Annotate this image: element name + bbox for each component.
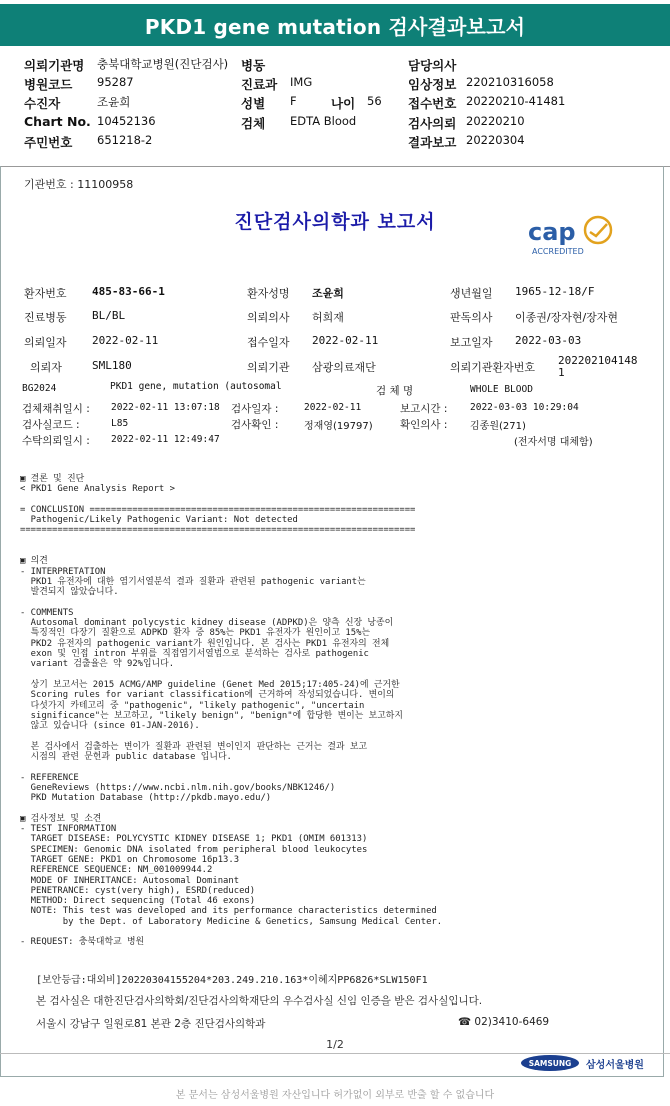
specimen-label: 검 체 명 [376, 385, 414, 397]
cap-logo-sub: ACCREDITED [532, 247, 584, 256]
header-label: 담당의사 [408, 58, 457, 73]
info-label: 생년월일 [450, 287, 493, 300]
header-value: 651218-2 [97, 133, 153, 147]
header-value: 10452136 [97, 114, 156, 128]
samsung-logo [520, 1054, 580, 1072]
header-value: F [290, 94, 297, 108]
header-label: 진료과 [241, 77, 278, 92]
header-value: 20220210 [466, 114, 525, 128]
info-label: 의뢰일자 [24, 336, 67, 349]
header-value: 20220304 [466, 133, 525, 147]
header-label: 병동 [241, 58, 266, 73]
test-value: 2022-03-03 10:29:04 [470, 402, 579, 413]
header-label: Chart No. [24, 114, 91, 129]
test-value: 김종원(271) [470, 421, 526, 432]
header-value: IMG [290, 75, 313, 89]
header-value: 56 [367, 94, 382, 108]
check-icon [590, 224, 607, 236]
info-label: 환자성명 [247, 287, 290, 300]
info-label: 판독의사 [450, 311, 493, 324]
info-value: BL/BL [92, 309, 126, 322]
info-value: 2022-02-11 [92, 334, 159, 347]
info-value: 485-83-66-1 [92, 285, 165, 298]
header-row [0, 94, 670, 114]
info-label: 진료병동 [24, 311, 67, 324]
info-value: 이종권/장자현/장자현 [515, 311, 619, 324]
info-value: 허희재 [312, 311, 344, 324]
institution-number: 기관번호 : 11100958 [24, 178, 134, 191]
test-label: 검체채취일시 : [22, 403, 90, 415]
report-banner [0, 4, 670, 46]
samsung-logo-text: SAMSUNG [528, 1059, 572, 1068]
test-value: 2022-02-11 [304, 402, 362, 413]
test-value: 2022-02-11 12:49:47 [111, 434, 220, 445]
certification-note: 본 검사실은 대한진단검사의학회/진단검사의학재단의 우수검사실 신임 인증을 받은 검사실입니다. [36, 995, 483, 1007]
header-value: 조윤희 [97, 95, 131, 109]
info-value: 1965-12-18/F [515, 285, 595, 298]
info-label: 의뢰의사 [247, 311, 290, 324]
banner-title: PKD1 gene mutation 검사결과보고서 [144, 14, 526, 39]
header-label: 결과보고 [408, 135, 457, 150]
test-value: 정재영(19797) [304, 421, 373, 432]
test-value: L85 [111, 418, 129, 429]
page-number: 1/2 [326, 1038, 344, 1051]
header-label: 나이 [331, 96, 356, 111]
info-value: SML180 [92, 359, 132, 372]
header-label: 검체 [241, 116, 266, 131]
info-value: 2022-02-11 [312, 334, 379, 347]
info-label: 의뢰기관환자번호 [450, 361, 536, 374]
header-label: 수진자 [24, 96, 61, 111]
header-value: 충북대학교병원(진단검사) [97, 57, 229, 71]
info-label: 접수일자 [247, 336, 290, 349]
cap-logo-text: cap [528, 218, 576, 246]
report-title: 진단검사의학과 보고서 [234, 211, 436, 233]
cap-accredited-logo [524, 214, 624, 258]
header-label: 임상정보 [408, 77, 457, 92]
request-header [0, 48, 670, 165]
header-row [0, 56, 670, 76]
header-row [0, 133, 670, 153]
info-value: 202202104148 [558, 354, 638, 367]
lab-phone: ☎ 02)3410-6469 [458, 1016, 550, 1028]
header-label: 성별 [241, 96, 266, 111]
test-name: PKD1 gene, mutation (autosomal [110, 381, 282, 392]
test-label: 확인의사 : [400, 419, 448, 431]
header-value: 20220210-41481 [466, 94, 566, 108]
test-label: 보고시간 : [400, 403, 448, 415]
header-label: 주민번호 [24, 135, 73, 150]
info-value: 2022-03-03 [515, 334, 582, 347]
test-label: 검사확인 : [231, 419, 279, 431]
test-value: 2022-02-11 13:07:18 [111, 402, 220, 413]
header-label: 검사의뢰 [408, 116, 457, 131]
test-label: 검사실코드 : [22, 419, 80, 431]
security-line: [보안등급:대외비]20220304155204*203.249.210.163*이혜지PP6826*SLW150F1 [36, 975, 428, 986]
test-label: 검사일자 : [231, 403, 279, 415]
header-label: 의뢰기관명 [24, 58, 85, 73]
header-row [0, 75, 670, 95]
test-label: 수탁의뢰일시 : [22, 435, 90, 447]
header-value: 220210316058 [466, 75, 554, 89]
report-body: ▣ 결론 및 진단 < PKD1 Gene Analysis Report > = CONCLUSION ============================================================= Pathogenic/Likely Pathogenic Variant: Not detected ========================================================================== ▣ 의견 - INTERPRETATION PKD1 유전자에 대한 염기서열분석 결과 질환과 관련된 pathogenic variant는 발견되지 않았습니다. - COMMENTS Autosomal dominant polycystic kidney disease (ADPKD)은 양측 신장 낭종이 특징적인 다장기 질환으로 ADPKD 환자 중 85%는 PKD1 유전자가 원인이고 15%는 PKD2 유전자의 pathogenic variant가 원인입니다. 본 검사는 PKD1 유전자의 전체 exon 및 인접 intron 부위를 직접염기서열법으로 분석하는 검사로 pathogenic variant 검출율은 약 92%입니다. 상기 보고서는 2015 ACMG/AMP guideline (Genet Med 2015;17:405-24)에 근거한 Scoring rules for variant classification에 근거하여 작성되었습니다. 변이의 다섯가지 카테고리 중 "pathogenic", "likely pathogenic", "uncertain significance"는 보고하고, "likely benign", "benign"에 합당한 변이는 보고하지 않고 있습니다 (since 01-JAN-2016). 본 검사에서 검출하는 변이가 질환과 관련된 변이인지 판단하는 근거는 결과 보고 시점의 관련 문헌과 public database 입니다. - REFERENCE GeneReviews (https://www.ncbi.nlm.nih.gov/books/NBK1246/) PKD Mutation Database (http://pkdb.mayo.edu/) ▣ 검사정보 및 소견 - TEST INFORMATION TARGET DISEASE: POLYCYSTIC KIDNEY DISEASE 1; PKD1 (OMIM 601313) SPECIMEN: Genomic DNA isolated from peripheral blood leukocytes TARGET GENE: PKD1 on Chromosome 16p13.3 REFERENCE SEQUENCE: NM_001009944.2 MODE OF INHERITANCE: Autosomal Dominant PENETRANCE: cyst(very high), ESRD(reduced) METHOD: Direct sequencing (Total 46 exons) NOTE: This test was developed and its performance characteristics determined by the Dept. of Laboratory Medicine & Genetics, Samsung Medical Center. - REQUEST: 충북대학교 병원 [20, 474, 443, 948]
info-value: 삼광의료재단 [312, 361, 376, 374]
ownership-note: 본 문서는 삼성서울병원 자산입니다 허가없이 외부로 반출 할 수 없습니다 [175, 1090, 495, 1101]
e-signature-note: (전자서명 대체함) [514, 437, 593, 448]
header-row [0, 114, 670, 134]
specimen-value: WHOLE BLOOD [470, 384, 533, 395]
info-label: 의뢰자 [30, 361, 62, 374]
info-value: 조윤희 [312, 287, 344, 300]
header-label: 병원코드 [24, 77, 73, 92]
info-label: 의뢰기관 [247, 361, 290, 374]
header-value: 95287 [97, 75, 134, 89]
header-label: 접수번호 [408, 96, 457, 111]
info-label: 보고일자 [450, 336, 493, 349]
test-code: BG2024 [22, 383, 57, 394]
lab-address: 서울시 강남구 일원로81 본관 2층 진단검사의학과 [36, 1018, 266, 1030]
hospital-name: 삼성서울병원 [586, 1060, 644, 1071]
info-label: 환자번호 [24, 287, 67, 300]
cap-seal-icon [585, 217, 611, 243]
info-value: 1 [558, 366, 565, 379]
header-value: EDTA Blood [290, 114, 357, 128]
